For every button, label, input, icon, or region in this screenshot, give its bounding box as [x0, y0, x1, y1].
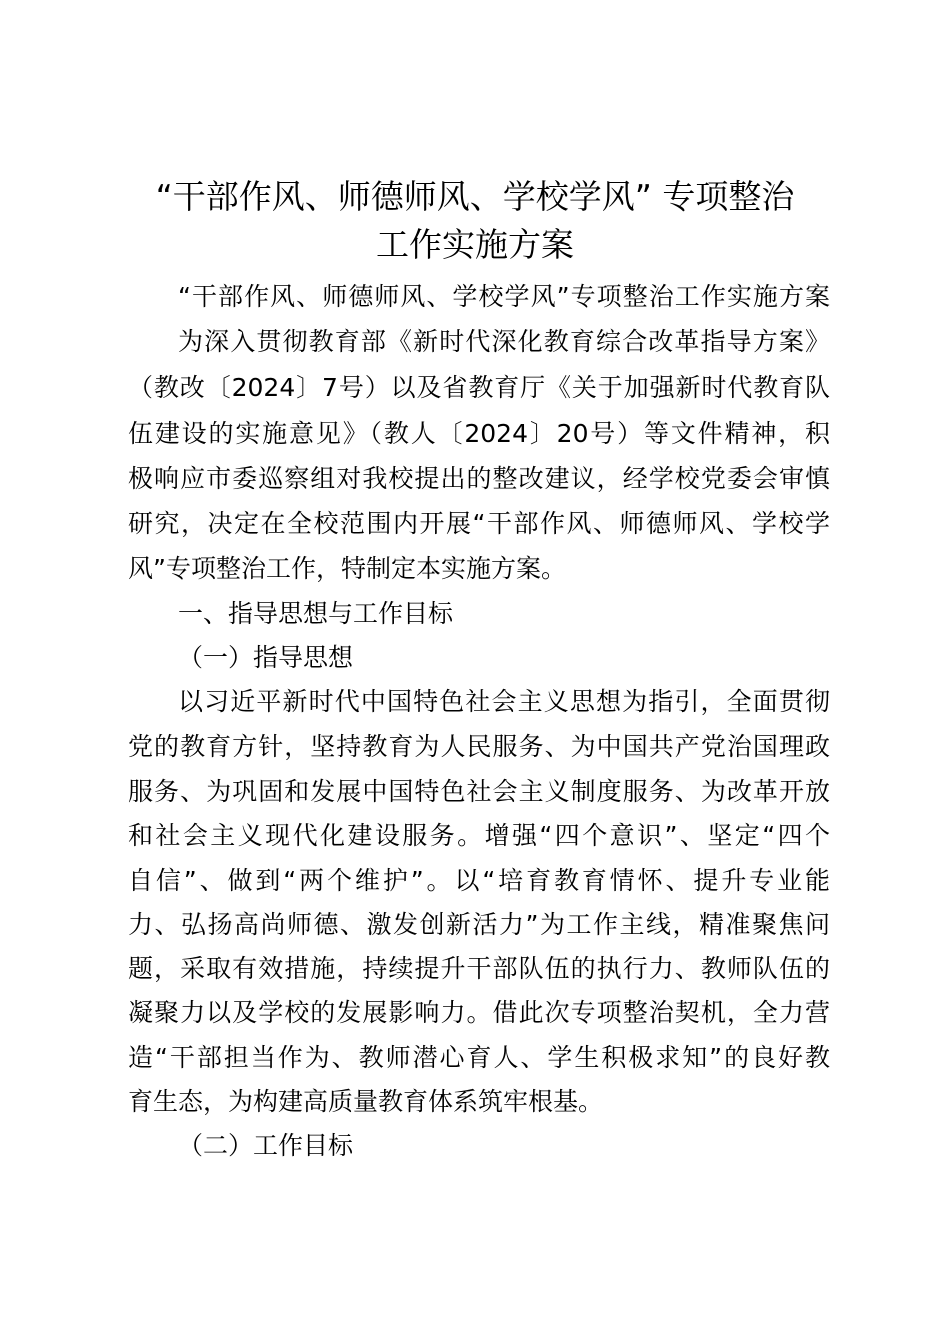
guiding-line: 凝聚力以及学校的发展影响力。借此次专项整治契机，全力营 — [128, 998, 830, 1027]
guiding-line: 服务、为巩固和发展中国特色社会主义制度服务、为改革开放 — [128, 777, 830, 806]
intro-line: 伍建设的实施意见》（教人〔2024〕20号）等文件精神，积 — [128, 419, 830, 448]
intro-line: 为深入贯彻教育部《新时代深化教育综合改革指导方案》 — [178, 327, 830, 356]
document-title-line-2: 工作实施方案 — [376, 225, 574, 264]
section-heading: 一、指导思想与工作目标 — [178, 599, 454, 628]
guiding-line: 和社会主义现代化建设服务。增强“四个意识”、坚定“四个 — [128, 821, 830, 850]
guiding-line: 党的教育方针，坚持教育为人民服务、为中国共产党治国理政 — [128, 732, 830, 761]
guiding-line: 以习近平新时代中国特色社会主义思想为指引，全面贯彻 — [178, 687, 830, 716]
guiding-line: 力、弘扬高尚师德、激发创新活力”为工作主线，精准聚焦问 — [128, 910, 830, 939]
guiding-line: 题，采取有效措施，持续提升干部队伍的执行力、教师队伍的 — [128, 954, 830, 983]
intro-line: 研究，决定在全校范围内开展“干部作风、师德师风、学校学 — [128, 509, 830, 538]
intro-line: （教改〔2024〕7号）以及省教育厅《关于加强新时代教育队 — [128, 373, 830, 402]
document-title-line-1: “干部作风、师德师风、学校学风” 专项整治 — [155, 177, 795, 216]
guiding-line: 造“干部担当作为、教师潜心育人、学生积极求知”的良好教 — [128, 1043, 830, 1072]
intro-line: 风”专项整治工作，特制定本实施方案。 — [128, 554, 566, 583]
guiding-line: 育生态，为构建高质量教育体系筑牢根基。 — [128, 1087, 604, 1116]
subsection-heading: （二）工作目标 — [178, 1131, 354, 1160]
document-subtitle: “干部作风、师德师风、学校学风”专项整治工作实施方案 — [178, 282, 830, 311]
subsection-heading: （一）指导思想 — [178, 643, 354, 672]
intro-line: 极响应市委巡察组对我校提出的整改建议，经学校党委会审慎 — [128, 464, 830, 493]
guiding-line: 自信”、做到“两个维护”。以“培育教育情怀、提升专业能 — [128, 866, 830, 895]
